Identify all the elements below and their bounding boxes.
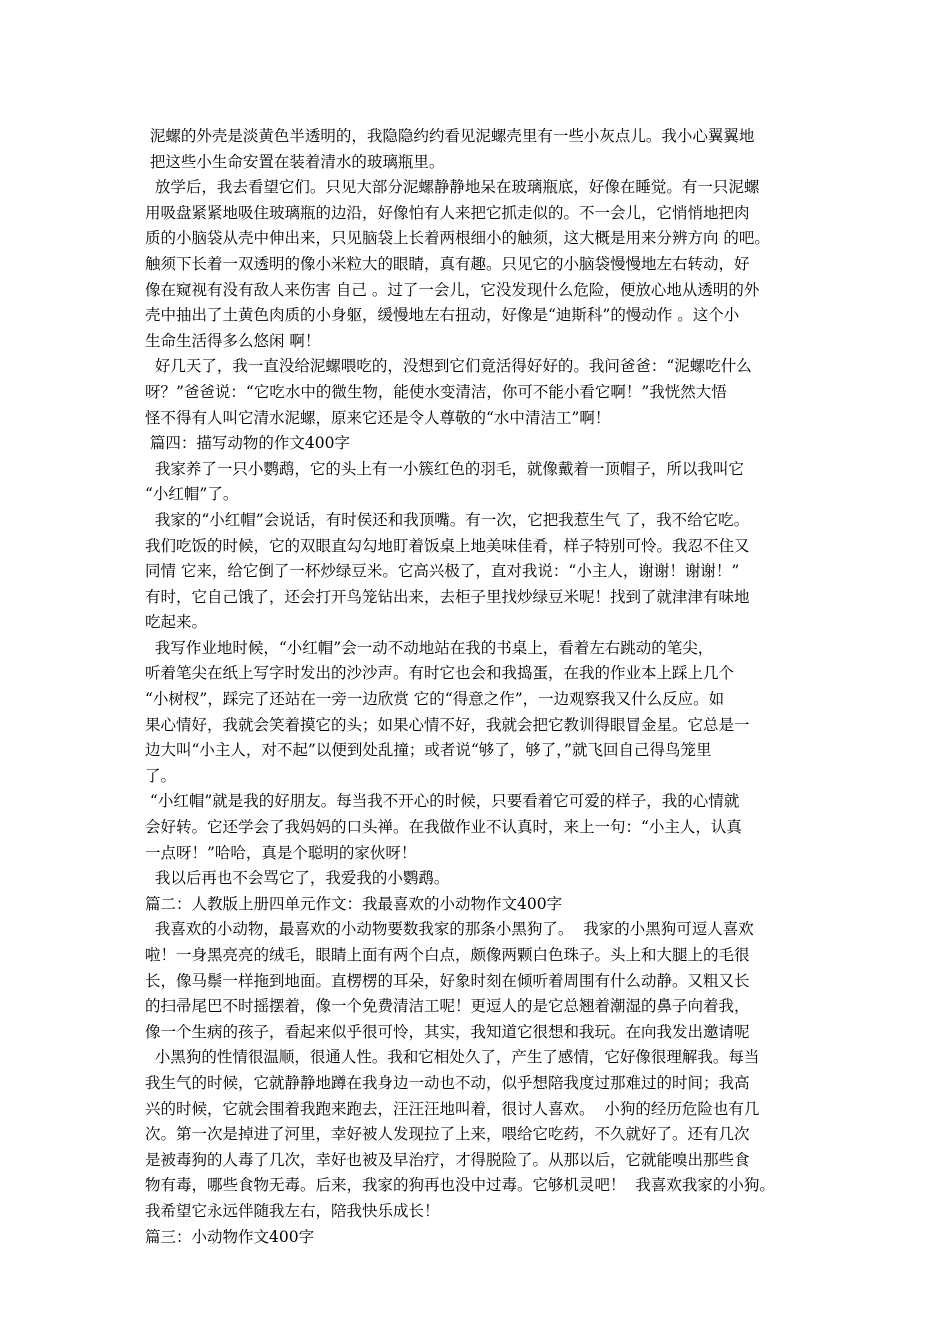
text-line: 是被毒狗的人毒了几次，幸好也被及早治疗，才得脱险了。从那以后，它就能嗅出那些食 — [145, 1150, 750, 1169]
text-line: 像一个生病的孩子，看起来似乎很可怜，其实，我知道它很想和我玩。在向我发出邀请呢 — [145, 1022, 750, 1041]
text-line: 会好转。它还学会了我妈妈的口头禅。在我做作业不认真时，来上一句：“小主人，认真 — [145, 818, 742, 837]
text-line: 有时，它自己饿了，还会打开鸟笼钻出来，去柜子里找炒绿豆米呢！找到了就津津有味地 — [145, 587, 750, 606]
text-line: 篇四：描写动物的作文400字 — [145, 434, 351, 453]
text-line: 我喜欢的小动物，最喜欢的小动物要数我家的那条小黑狗了。 我家的小黑狗可逗人喜欢 — [145, 920, 754, 939]
text-line: 物有毒，哪些食物无毒。后来，我家的狗再也没中过毒。它够机灵吧！ 我喜欢我家的小狗。 — [145, 1176, 775, 1195]
article-body — [145, 124, 825, 1250]
text-line: 壳中抽出了土黄色肉质的小身躯，缓慢地左右扭动，好像是“迪斯科”的慢动作 。这个小 — [145, 306, 740, 325]
text-line: 吃起来。 — [145, 613, 208, 632]
text-line: 用吸盘紧紧地吸住玻璃瓶的边沿，好像怕有人来把它抓走似的。不一会儿，它悄悄地把肉 — [145, 203, 750, 222]
text-line: 一点呀！”哈哈，真是个聪明的家伙呀！ — [145, 843, 417, 862]
text-line: 我以后再也不会骂它了，我爱我的小鹦鹉。 — [145, 869, 450, 888]
text-line: 呀？”爸爸说：“它吃水中的微生物，能使水变清洁，你可不能小看它啊！”我恍然大悟 — [145, 382, 727, 401]
text-line: 果心情好，我就会笑着摸它的头；如果心情不好，我就会把它教训得眼冒金星。它总是一 — [145, 715, 750, 734]
text-line: 次。第一次是掉进了河里，幸好被人发现拉了上来，喂给它吃药，不久就好了。还有几次 — [145, 1125, 750, 1144]
text-line: “小树杈”，踩完了还站在一旁一边欣赏 它的“得意之作”，一边观察我又什么反应。如 — [145, 690, 725, 709]
text-line: 触须下长着一双透明的像小米粒大的眼睛，真有趣。只见它的小脑袋慢慢地左右转动，好 — [145, 254, 750, 273]
text-line: 我希望它永远伴随我左右，陪我快乐成长！ — [145, 1201, 440, 1220]
text-line: 怪不得有人叫它清水泥螺，原来它还是令人尊敬的“水中清洁工”啊！ — [145, 408, 611, 427]
text-line: 我们吃饭的时候，它的双眼直勾勾地盯着饭桌上地美味佳肴，样子特别可怜。我忍不住又 — [145, 536, 750, 555]
text-line: 篇二：人教版上册四单元作文：我最喜欢的小动物作文400字 — [145, 894, 563, 913]
text-line: 听着笔尖在纸上写字时发出的沙沙声。有时它也会和我捣蛋，在我的作业本上踩上几个 — [145, 664, 735, 683]
text-line: 我家养了一只小鹦鹉，它的头上有一小簇红色的羽毛，就像戴着一顶帽子，所以我叫它 — [145, 459, 744, 478]
text-line: 长，像马鬃一样拖到地面。直楞楞的耳朵，好象时刻在倾听着周围有什么动静。又粗又长 — [145, 971, 750, 990]
text-line: 篇三：小动物作文400字 — [145, 1227, 315, 1246]
text-line: 小黑狗的性情很温顺，很通人性。我和它相处久了，产生了感情，它好像很理解我。每当 — [145, 1048, 760, 1067]
text-line: 兴的时候，它就会围着我跑来跑去，汪汪汪地叫着，很讨人喜欢。 小狗的经历危险也有几 — [145, 1099, 760, 1118]
text-line: 生命生活得多么悠闲 啊！ — [145, 331, 321, 350]
text-line: 质的小脑袋从壳中伸出来，只见脑袋上长着两根细小的触须，这大概是用来分辨方向 的吧。 — [145, 229, 770, 248]
text-line: 我写作业地时候，“小红帽”会一动不动地站在我的书桌上，看着左右跳动的笔尖， — [145, 638, 714, 657]
text-line: 像在窥视有没有敌人来伤害 自己 。过了一会儿，它没发现什么危险，便放心地从透明的外 — [145, 280, 760, 299]
text-line: 的扫帚尾巴不时摇摆着，像一个免费清洁工呢！更逗人的是它总翘着潮湿的鼻子向着我， — [145, 997, 750, 1016]
text-line: 边大叫“小主人，对不起”以便到处乱撞；或者说“够了，够了，”就飞回自己得鸟笼里 — [145, 741, 712, 760]
text-line: “小红帽”了。 — [145, 485, 239, 504]
text-line: 同情 它来，给它倒了一杯炒绿豆米。它高兴极了，直对我说：“小主人，谢谢！谢谢！” — [145, 562, 740, 581]
text-line: 啦！一身黑亮亮的绒毛，眼睛上面有两个白点，颇像两颗白色珠子。头上和大腿上的毛很 — [145, 946, 750, 964]
text-line: 好几天了，我一直没给泥螺喂吃的，没想到它们竟活得好好的。我问爸爸：“泥螺吃什么 — [145, 357, 752, 376]
text-line: 把这些小生命安置在装着清水的玻璃瓶里。 — [145, 152, 445, 171]
text-line: 了。 — [145, 766, 177, 785]
text-line: 我家的“小红帽”会说话，有时侯还和我顶嘴。有一次，它把我惹生气 了，我不给它吃。 — [145, 510, 750, 529]
text-line: “小红帽”就是我的好朋友。每当我不开心的时候，只要看着它可爱的样子，我的心情就 — [145, 792, 740, 811]
text-line: 我生气的时候，它就静静地蹲在我身边一动也不动，似乎想陪我度过那难过的时间；我高 — [145, 1073, 750, 1092]
text-line: 放学后，我去看望它们。只见大部分泥螺静静地呆在玻璃瓶底，好像在睡觉。有一只泥螺 — [145, 178, 760, 197]
text-line: 泥螺的外壳是淡黄色半透明的，我隐隐约约看见泥螺壳里有一些小灰点儿。我小心翼翼地 — [145, 127, 755, 145]
